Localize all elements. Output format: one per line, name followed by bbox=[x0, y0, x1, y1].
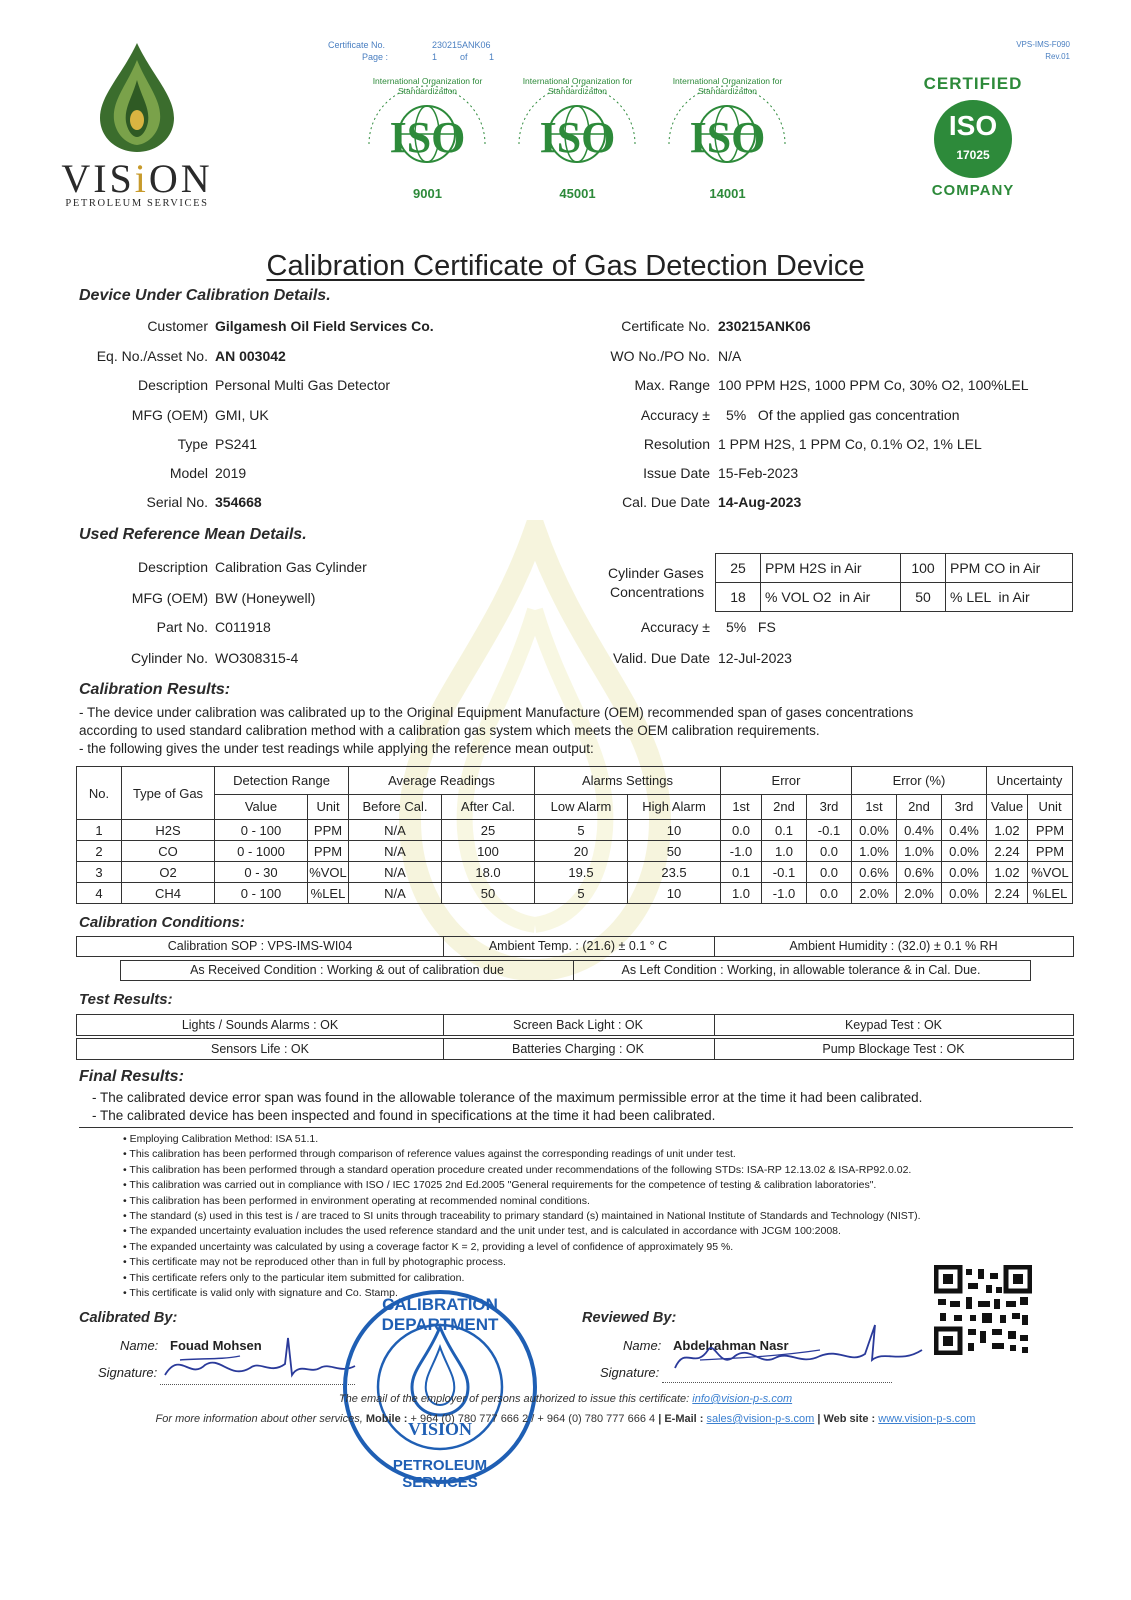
footer-email-link[interactable]: info@vision-p-s.com bbox=[692, 1393, 793, 1405]
duc-range-value: 100 PPM H2S, 1000 PPM Co, 30% O2, 100%LEL bbox=[718, 377, 1029, 393]
rev-signature-line bbox=[662, 1382, 892, 1383]
table-cell: %VOL bbox=[1028, 862, 1073, 883]
note-item: • This certificate refers only to the particular item submitted for calibration. bbox=[123, 1271, 465, 1284]
th-sub: 1st bbox=[852, 794, 897, 819]
logo-drop-icon bbox=[92, 40, 182, 155]
section-final-heading: Final Results: bbox=[79, 1068, 184, 1085]
note-item: • The expanded uncertainty evaluation includes the used reference standard and the unit under test, and is calculated in accordance with JCGM 100:2008. bbox=[123, 1225, 841, 1238]
section-tests-heading: Test Results: bbox=[79, 991, 173, 1008]
table-cell: 0.4% bbox=[942, 820, 987, 841]
th-error-pct: Error (%) bbox=[852, 767, 987, 795]
note-item: • Employing Calibration Method: ISA 51.1. bbox=[123, 1133, 319, 1145]
footer-web-label: | Web site : bbox=[817, 1413, 876, 1425]
table-cell: 2.0% bbox=[852, 883, 897, 904]
iso-mark: ISO bbox=[689, 113, 766, 162]
duc-left-label: Description bbox=[137, 377, 208, 393]
table-row bbox=[77, 841, 1073, 862]
table-cell: 0.0% bbox=[942, 883, 987, 904]
table-cell: 2.0% bbox=[897, 883, 942, 904]
footer-email-pre: The email of the employer of persons authorized to issue this certificate: bbox=[338, 1393, 690, 1405]
table-cell: 1.02 bbox=[987, 862, 1028, 883]
table-cell: PPM bbox=[1028, 841, 1073, 862]
cyl-conc-label: Concentrations bbox=[610, 584, 705, 600]
th-sub: After Cal. bbox=[442, 794, 535, 819]
rev-name-value: Abdelrahman Nasr bbox=[673, 1338, 789, 1353]
duc-accuracy-value: 5% Of the applied gas concentration bbox=[726, 407, 960, 423]
cal-name-value: Fouad Mohsen bbox=[170, 1338, 262, 1353]
cal-name-label: Name: bbox=[120, 1338, 159, 1353]
ref-left-label: Cylinder No. bbox=[130, 650, 208, 666]
stamp-bottom-text: PETROLEUM SERVICES bbox=[392, 1457, 488, 1491]
gas-unit-cell: % VOL O2 in Air bbox=[761, 583, 901, 612]
header-doc-code: VPS-IMS-F090 bbox=[1016, 40, 1070, 49]
footer-mobile-label: Mobile : bbox=[365, 1413, 408, 1425]
duc-due-date-value: 14-Aug-2023 bbox=[718, 494, 802, 510]
th-range: Detection Range bbox=[215, 767, 349, 795]
cyl-gases-label: Cylinder Gases bbox=[608, 565, 704, 581]
table-cell: H2S bbox=[122, 820, 215, 841]
ref-valid-label: Valid. Due Date bbox=[612, 650, 710, 666]
footer-email-label: | E-Mail : bbox=[658, 1413, 704, 1425]
th-sub: Value bbox=[215, 794, 308, 819]
table-cell: 0 - 100 bbox=[215, 820, 308, 841]
ref-accuracy-value: 5% FS bbox=[726, 619, 776, 635]
footer-more-pre: For more information about other services, bbox=[155, 1413, 363, 1425]
header-cert-value: 230215ANK06 bbox=[432, 40, 491, 50]
test-lights: Lights / Sounds Alarms : OK bbox=[76, 1014, 444, 1036]
notes-list bbox=[123, 1132, 1063, 1301]
rev-name-label: Name: bbox=[623, 1338, 662, 1353]
table-cell: 0.6% bbox=[852, 862, 897, 883]
table-cell: 20 bbox=[535, 841, 628, 862]
stamp-center-text: VISION bbox=[407, 1419, 473, 1439]
table-row bbox=[77, 883, 1073, 904]
table-cell: N/A bbox=[349, 883, 442, 904]
table-cell: 0.0% bbox=[852, 820, 897, 841]
final-line-1: - The calibrated device error span was found in the allowable tolerance of the maximum permissible error at the time it had been calibrated. bbox=[92, 1090, 923, 1105]
table-cell: -1.0 bbox=[721, 841, 762, 862]
iso-ring-text: International Organization for Standardization bbox=[372, 76, 483, 96]
calibrated-by-heading: Calibrated By: bbox=[79, 1310, 178, 1326]
iso-ring-text: International Organization for Standardization bbox=[672, 76, 783, 96]
duc-wo-value: N/A bbox=[718, 348, 742, 364]
table-cell: 3 bbox=[77, 862, 122, 883]
iso-number: 45001 bbox=[559, 186, 596, 201]
test-keypad: Keypad Test : OK bbox=[714, 1014, 1074, 1036]
duc-type-value: PS241 bbox=[215, 436, 258, 452]
duc-cert-value: 230215ANK06 bbox=[718, 318, 811, 334]
th-type: Type of Gas bbox=[122, 767, 215, 820]
duc-right-label: Cal. Due Date bbox=[622, 494, 710, 510]
table-cell: PPM bbox=[1028, 820, 1073, 841]
ref-left-label: Part No. bbox=[156, 619, 208, 635]
th-sub: 3rd bbox=[942, 794, 987, 819]
duc-model-value: 2019 bbox=[215, 465, 247, 481]
th-sub: Before Cal. bbox=[349, 794, 442, 819]
note-item: • This certificate may not be reproduced other than in full by photographic process. bbox=[123, 1256, 506, 1269]
table-cell: 50 bbox=[628, 841, 721, 862]
table-cell: 0.0% bbox=[942, 862, 987, 883]
table-cell: PPM bbox=[308, 841, 349, 862]
table-cell: 5 bbox=[535, 820, 628, 841]
gas-unit-cell: PPM H2S in Air bbox=[761, 554, 901, 583]
test-sensors: Sensors Life : OK bbox=[76, 1038, 444, 1060]
duc-right-label: WO No./PO No. bbox=[610, 348, 710, 364]
table-cell: 2.24 bbox=[987, 841, 1028, 862]
duc-right-label: Certificate No. bbox=[621, 318, 710, 334]
page-title: Calibration Certificate of Gas Detection Device bbox=[266, 250, 865, 282]
gas-unit-cell: % LEL in Air bbox=[946, 583, 1073, 612]
duc-serial-value: 354668 bbox=[215, 494, 262, 510]
table-cell: 0.1 bbox=[721, 862, 762, 883]
ref-accuracy-label: Accuracy ± bbox=[640, 619, 710, 635]
table-cell: 0.0% bbox=[942, 841, 987, 862]
table-cell: N/A bbox=[349, 862, 442, 883]
note-item: • The expanded uncertainty was calculated by using a coverage factor K = 2, providing a level of confidence of approximately 95 %. bbox=[123, 1240, 734, 1253]
table-cell: N/A bbox=[349, 841, 442, 862]
certified-mark: ISO bbox=[948, 110, 998, 141]
th-sub: 1st bbox=[721, 794, 762, 819]
table-cell: -1.0 bbox=[762, 883, 807, 904]
note-item: • The standard (s) used in this test is / are traced to SI units through traceability to primary standard (s) maintained in National Institute of Standards and Technology (NIST). bbox=[123, 1210, 921, 1223]
table-cell: -0.1 bbox=[762, 862, 807, 883]
table-cell: 0.0 bbox=[807, 883, 852, 904]
table-cell: 2 bbox=[77, 841, 122, 862]
cond-sop: Calibration SOP : VPS-IMS-WI04 bbox=[76, 936, 444, 957]
certified-top-text: CERTIFIED bbox=[923, 74, 1023, 93]
company-stamp bbox=[340, 1287, 540, 1491]
test-batteries: Batteries Charging : OK bbox=[442, 1038, 715, 1060]
table-cell: %LEL bbox=[1028, 883, 1073, 904]
iso-number: 14001 bbox=[709, 186, 746, 201]
table-cell: 25 bbox=[442, 820, 535, 841]
table-cell: 5 bbox=[535, 883, 628, 904]
table-cell: %VOL bbox=[308, 862, 349, 883]
logo-name-part1: VIS bbox=[61, 156, 135, 201]
ref-cylinder-value: WO308315-4 bbox=[215, 650, 299, 666]
duc-customer-value: Gilgamesh Oil Field Services Co. bbox=[215, 318, 434, 334]
gas-conc-cell: 18 bbox=[716, 583, 761, 612]
stamp-top-text: CALIBRATION DEPARTMENT bbox=[381, 1295, 499, 1334]
table-cell: 23.5 bbox=[628, 862, 721, 883]
gas-unit-cell: PPM CO in Air bbox=[946, 554, 1073, 583]
header-page-total: 1 bbox=[489, 52, 495, 62]
header-page-label: Page : bbox=[362, 52, 389, 62]
table-cell: 4 bbox=[77, 883, 122, 904]
table-cell: 1.0% bbox=[852, 841, 897, 862]
th-error: Error bbox=[721, 767, 852, 795]
ref-mfg-value: BW (Honeywell) bbox=[215, 590, 316, 606]
gas-conc-cell: 100 bbox=[901, 554, 946, 583]
th-sub: 3rd bbox=[807, 794, 852, 819]
company-logo: VISiON PETROLEUM SERVICES bbox=[37, 40, 237, 215]
table-cell: 0.1 bbox=[762, 820, 807, 841]
cond-left: As Left Condition : Working, in allowable tolerance & in Cal. Due. bbox=[572, 960, 1031, 981]
gas-conc-cell: 50 bbox=[901, 583, 946, 612]
th-sub: High Alarm bbox=[628, 794, 721, 819]
cond-humidity: Ambient Humidity : (32.0) ± 0.1 % RH bbox=[714, 936, 1074, 957]
header-page-of: of bbox=[460, 52, 468, 62]
results-para-1: - The device under calibration was calibrated up to the Original Equipment Manufacture (OEM) recommended span of gases concentrations bbox=[79, 705, 914, 720]
header-rev: Rev.01 bbox=[1045, 52, 1070, 61]
footer-sales-email-link[interactable]: sales@vision-p-s.com bbox=[706, 1413, 815, 1425]
cal-signature-icon bbox=[160, 1330, 360, 1390]
note-item: • This calibration has been performed in environment operating at recommended nominal conditions. bbox=[123, 1194, 590, 1207]
duc-mfg-value: GMI, UK bbox=[215, 407, 269, 423]
table-cell: PPM bbox=[308, 820, 349, 841]
table-cell: 0.6% bbox=[897, 862, 942, 883]
duc-left-label: Serial No. bbox=[146, 494, 208, 510]
table-cell: 100 bbox=[442, 841, 535, 862]
table-cell: O2 bbox=[122, 862, 215, 883]
th-sub: Low Alarm bbox=[535, 794, 628, 819]
table-cell: 50 bbox=[442, 883, 535, 904]
table-cell: 1.0 bbox=[762, 841, 807, 862]
th-uncertainty: Uncertainty bbox=[987, 767, 1073, 795]
table-cell: 0 - 100 bbox=[215, 883, 308, 904]
footer-mobile: + 964 (0) 780 777 666 2 / + 964 (0) 780 777 666 4 bbox=[410, 1413, 656, 1425]
duc-left-label: Type bbox=[177, 436, 208, 452]
duc-left-label: Model bbox=[169, 465, 208, 481]
calibration-results-table bbox=[76, 766, 1073, 904]
header-page-value: 1 bbox=[432, 52, 438, 62]
duc-description-value: Personal Multi Gas Detector bbox=[215, 377, 391, 393]
table-cell: CH4 bbox=[122, 883, 215, 904]
table-cell: %LEL bbox=[308, 883, 349, 904]
table-cell: 2.24 bbox=[987, 883, 1028, 904]
test-pump: Pump Blockage Test : OK bbox=[714, 1038, 1074, 1060]
ref-part-value: C011918 bbox=[215, 619, 271, 635]
table-cell: N/A bbox=[349, 820, 442, 841]
table-cell: 0.0 bbox=[807, 862, 852, 883]
iso-number: 9001 bbox=[413, 186, 442, 201]
footer-website-link[interactable]: www.vision-p-s.com bbox=[878, 1413, 976, 1425]
duc-right-label: Accuracy ± bbox=[640, 407, 710, 423]
duc-right-label: Resolution bbox=[643, 436, 710, 452]
table-cell: 1.02 bbox=[987, 820, 1028, 841]
iso-badges bbox=[355, 72, 805, 207]
table-cell: 0.4% bbox=[897, 820, 942, 841]
iso-ring-text: International Organization for Standardization bbox=[522, 76, 633, 96]
th-sub: 2nd bbox=[897, 794, 942, 819]
logo-name-part2: ON bbox=[148, 156, 213, 201]
duc-right-label: Max. Range bbox=[634, 377, 710, 393]
cond-temp: Ambient Temp. : (21.6) ± 0.1 ° C bbox=[442, 936, 715, 957]
note-item: • This calibration was carried out in compliance with ISO / IEC 17025 2nd Ed.2005 "General requirements for the competence of testing & calibration laboratories". bbox=[123, 1179, 877, 1192]
duc-right-label: Issue Date bbox=[643, 465, 710, 481]
iso-badge-9001 bbox=[355, 72, 500, 207]
header-cert-label: Certificate No. bbox=[328, 40, 386, 50]
duc-issue-date-value: 15-Feb-2023 bbox=[718, 465, 799, 481]
table-cell: 19.5 bbox=[535, 862, 628, 883]
note-item: • This calibration has been performed through comparison of reference values against the corresponding readings of unit under test. bbox=[123, 1148, 736, 1161]
ref-valid-value: 12-Jul-2023 bbox=[718, 650, 792, 666]
duc-resolution-value: 1 PPM H2S, 1 PPM Co, 0.1% O2, 1% LEL bbox=[718, 436, 982, 452]
th-sub: Unit bbox=[1028, 794, 1073, 819]
table-cell: 18.0 bbox=[442, 862, 535, 883]
th-no: No. bbox=[77, 767, 122, 820]
table-cell: 0 - 30 bbox=[215, 862, 308, 883]
rev-signature-icon bbox=[660, 1320, 930, 1382]
qr-code-icon bbox=[934, 1265, 1032, 1355]
iso-badge-45001 bbox=[505, 72, 650, 207]
cond-received: As Received Condition : Working & out of calibration due bbox=[120, 960, 574, 981]
iso-mark: ISO bbox=[539, 113, 616, 162]
note-item: • This certificate is valid only with signature and Co. Stamp. bbox=[123, 1287, 398, 1300]
iso-mark: ISO bbox=[389, 113, 466, 162]
th-sub: Value bbox=[987, 794, 1028, 819]
final-line-2: - The calibrated device has been inspected and found in specifications at the time it had been calibrated. bbox=[92, 1108, 716, 1123]
table-cell: 0.0 bbox=[721, 820, 762, 841]
table-cell: 1.0% bbox=[897, 841, 942, 862]
duc-asset-value: AN 003042 bbox=[215, 348, 286, 364]
th-avg: Average Readings bbox=[349, 767, 535, 795]
gas-conc-cell: 25 bbox=[716, 554, 761, 583]
table-cell: 0.0 bbox=[807, 841, 852, 862]
table-cell: 1.0 bbox=[721, 883, 762, 904]
section-ref-heading: Used Reference Mean Details. bbox=[79, 526, 307, 543]
ref-left-label: Description bbox=[137, 559, 208, 575]
section-results-heading: Calibration Results: bbox=[79, 681, 231, 698]
ref-description-value: Calibration Gas Cylinder bbox=[215, 559, 367, 575]
ref-left-label: MFG (OEM) bbox=[131, 590, 208, 606]
results-para-3: - the following gives the under test readings while applying the reference mean output: bbox=[79, 741, 594, 756]
table-cell: 10 bbox=[628, 883, 721, 904]
table-cell: 0 - 1000 bbox=[215, 841, 308, 862]
divider bbox=[79, 1127, 1073, 1128]
table-cell: 10 bbox=[628, 820, 721, 841]
certified-bottom-text: COMPANY bbox=[931, 182, 1015, 199]
section-duc-heading: Device Under Calibration Details. bbox=[79, 287, 331, 304]
logo-subtitle: PETROLEUM SERVICES bbox=[65, 198, 209, 209]
certified-number: 17025 bbox=[956, 148, 990, 162]
note-item: • This calibration has been performed through a standard operation procedure created under recommendations of the following STDs: ISA-RP 12.13.02 & ISA-RP92.0.02. bbox=[123, 1163, 912, 1176]
section-conditions-heading: Calibration Conditions: bbox=[79, 914, 245, 931]
results-para-2: according to used standard calibration method with a calibration gas system which meets the OEM calibration requirements. bbox=[79, 723, 820, 738]
duc-left-label: MFG (OEM) bbox=[131, 407, 208, 423]
duc-left-label: Eq. No./Asset No. bbox=[96, 348, 208, 364]
table-row bbox=[77, 862, 1073, 883]
th-sub: Unit bbox=[308, 794, 349, 819]
reviewed-by-heading: Reviewed By: bbox=[582, 1310, 677, 1326]
th-sub: 2nd bbox=[762, 794, 807, 819]
table-cell: -0.1 bbox=[807, 820, 852, 841]
certified-badge bbox=[918, 72, 1028, 202]
test-backlight: Screen Back Light : OK bbox=[442, 1014, 715, 1036]
iso-badge-14001 bbox=[655, 72, 800, 207]
cal-signature-label: Signature: bbox=[98, 1365, 158, 1380]
th-alarm: Alarms Settings bbox=[535, 767, 721, 795]
rev-signature-label: Signature: bbox=[600, 1365, 660, 1380]
cylinder-gases-table bbox=[715, 553, 1073, 612]
table-cell: 1 bbox=[77, 820, 122, 841]
duc-left-label: Customer bbox=[147, 318, 208, 334]
table-row bbox=[77, 820, 1073, 841]
table-cell: CO bbox=[122, 841, 215, 862]
